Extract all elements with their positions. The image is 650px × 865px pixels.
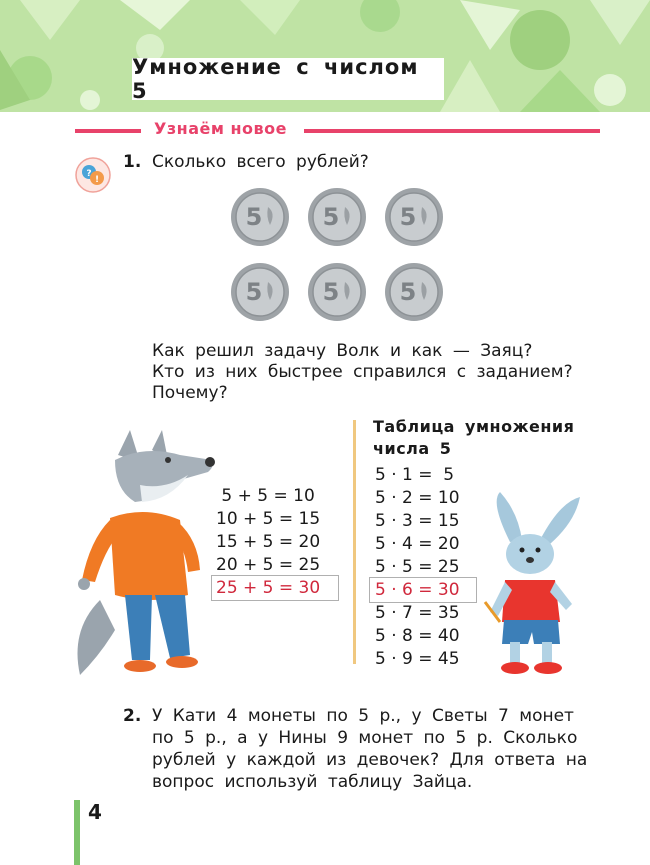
section-label: Узнаём новое [154, 119, 287, 138]
wolf-sum-row: 20 + 5 = 25 [216, 555, 321, 575]
table-row: 5 · 7 = 35 [375, 603, 460, 623]
table-row: 5 · 4 = 20 [375, 534, 460, 554]
wolf-illustration [70, 430, 230, 680]
section-line-right [304, 129, 600, 133]
hare-illustration [480, 492, 590, 677]
page-number: 4 [88, 800, 102, 824]
table-row: 5 · 9 = 45 [375, 649, 460, 669]
coin-value: 5 [245, 203, 263, 231]
table-title [373, 416, 574, 460]
table-row: 5 · 6 = 30 [375, 580, 460, 600]
table-row: 5 · 8 = 40 [375, 626, 460, 646]
task2-line4: вопрос используй таблицу Зайца. [152, 772, 473, 792]
coin [384, 187, 444, 247]
task1-text-line2: Кто из них быстрее справился с заданием? [152, 362, 573, 382]
table-row: 5 · 1 = 5 [375, 465, 455, 485]
wolf-sum-row: 5 + 5 = 10 [216, 486, 315, 506]
task2-number: 2. [123, 706, 142, 726]
task2-line3: рублей у каждой из девочек? Для ответа на [152, 750, 588, 770]
task1-number: 1. [123, 152, 142, 172]
page-title [132, 55, 444, 103]
coin-value: 5 [322, 278, 340, 306]
task1-text-line3: Почему? [152, 383, 228, 403]
task1-question: Сколько всего рублей? [152, 152, 369, 172]
coin [307, 262, 367, 322]
section-line-left [75, 129, 141, 133]
svg-text:?: ? [86, 169, 92, 179]
coin [230, 187, 290, 247]
table-title-line2: числа 5 [373, 439, 452, 458]
page-title-text: Умножение с числом 5 [132, 55, 419, 103]
coin [384, 262, 444, 322]
table-row: 5 · 5 = 25 [375, 557, 460, 577]
coin-value: 5 [245, 278, 263, 306]
coin-value: 5 [322, 203, 340, 231]
coin-value: 5 [399, 278, 417, 306]
table-row: 5 · 3 = 15 [375, 511, 460, 531]
task2-line2: по 5 р., а у Нины 9 монет по 5 р. Сколько [152, 728, 578, 748]
coin [230, 262, 290, 322]
wolf-sum-row: 15 + 5 = 20 [216, 532, 321, 552]
page-margin-bar [74, 800, 80, 865]
coin-value: 5 [399, 203, 417, 231]
column-divider [353, 420, 356, 664]
table-title-line1: Таблица умножения [373, 417, 575, 436]
task1-text-line1: Как решил задачу Волк и как — Заяц? [152, 341, 533, 361]
wolf-sum-row: 10 + 5 = 15 [216, 509, 321, 529]
table-row: 5 · 2 = 10 [375, 488, 460, 508]
wolf-sum-highlight-box [211, 575, 339, 601]
coin [307, 187, 367, 247]
svg-text:!: ! [94, 175, 100, 185]
table-row-highlight-box [369, 577, 477, 603]
task2-line1: У Кати 4 монеты по 5 р., у Светы 7 монет [152, 706, 574, 726]
wolf-sum-row: 25 + 5 = 30 [216, 578, 321, 598]
question-bubble-icon [75, 157, 111, 193]
